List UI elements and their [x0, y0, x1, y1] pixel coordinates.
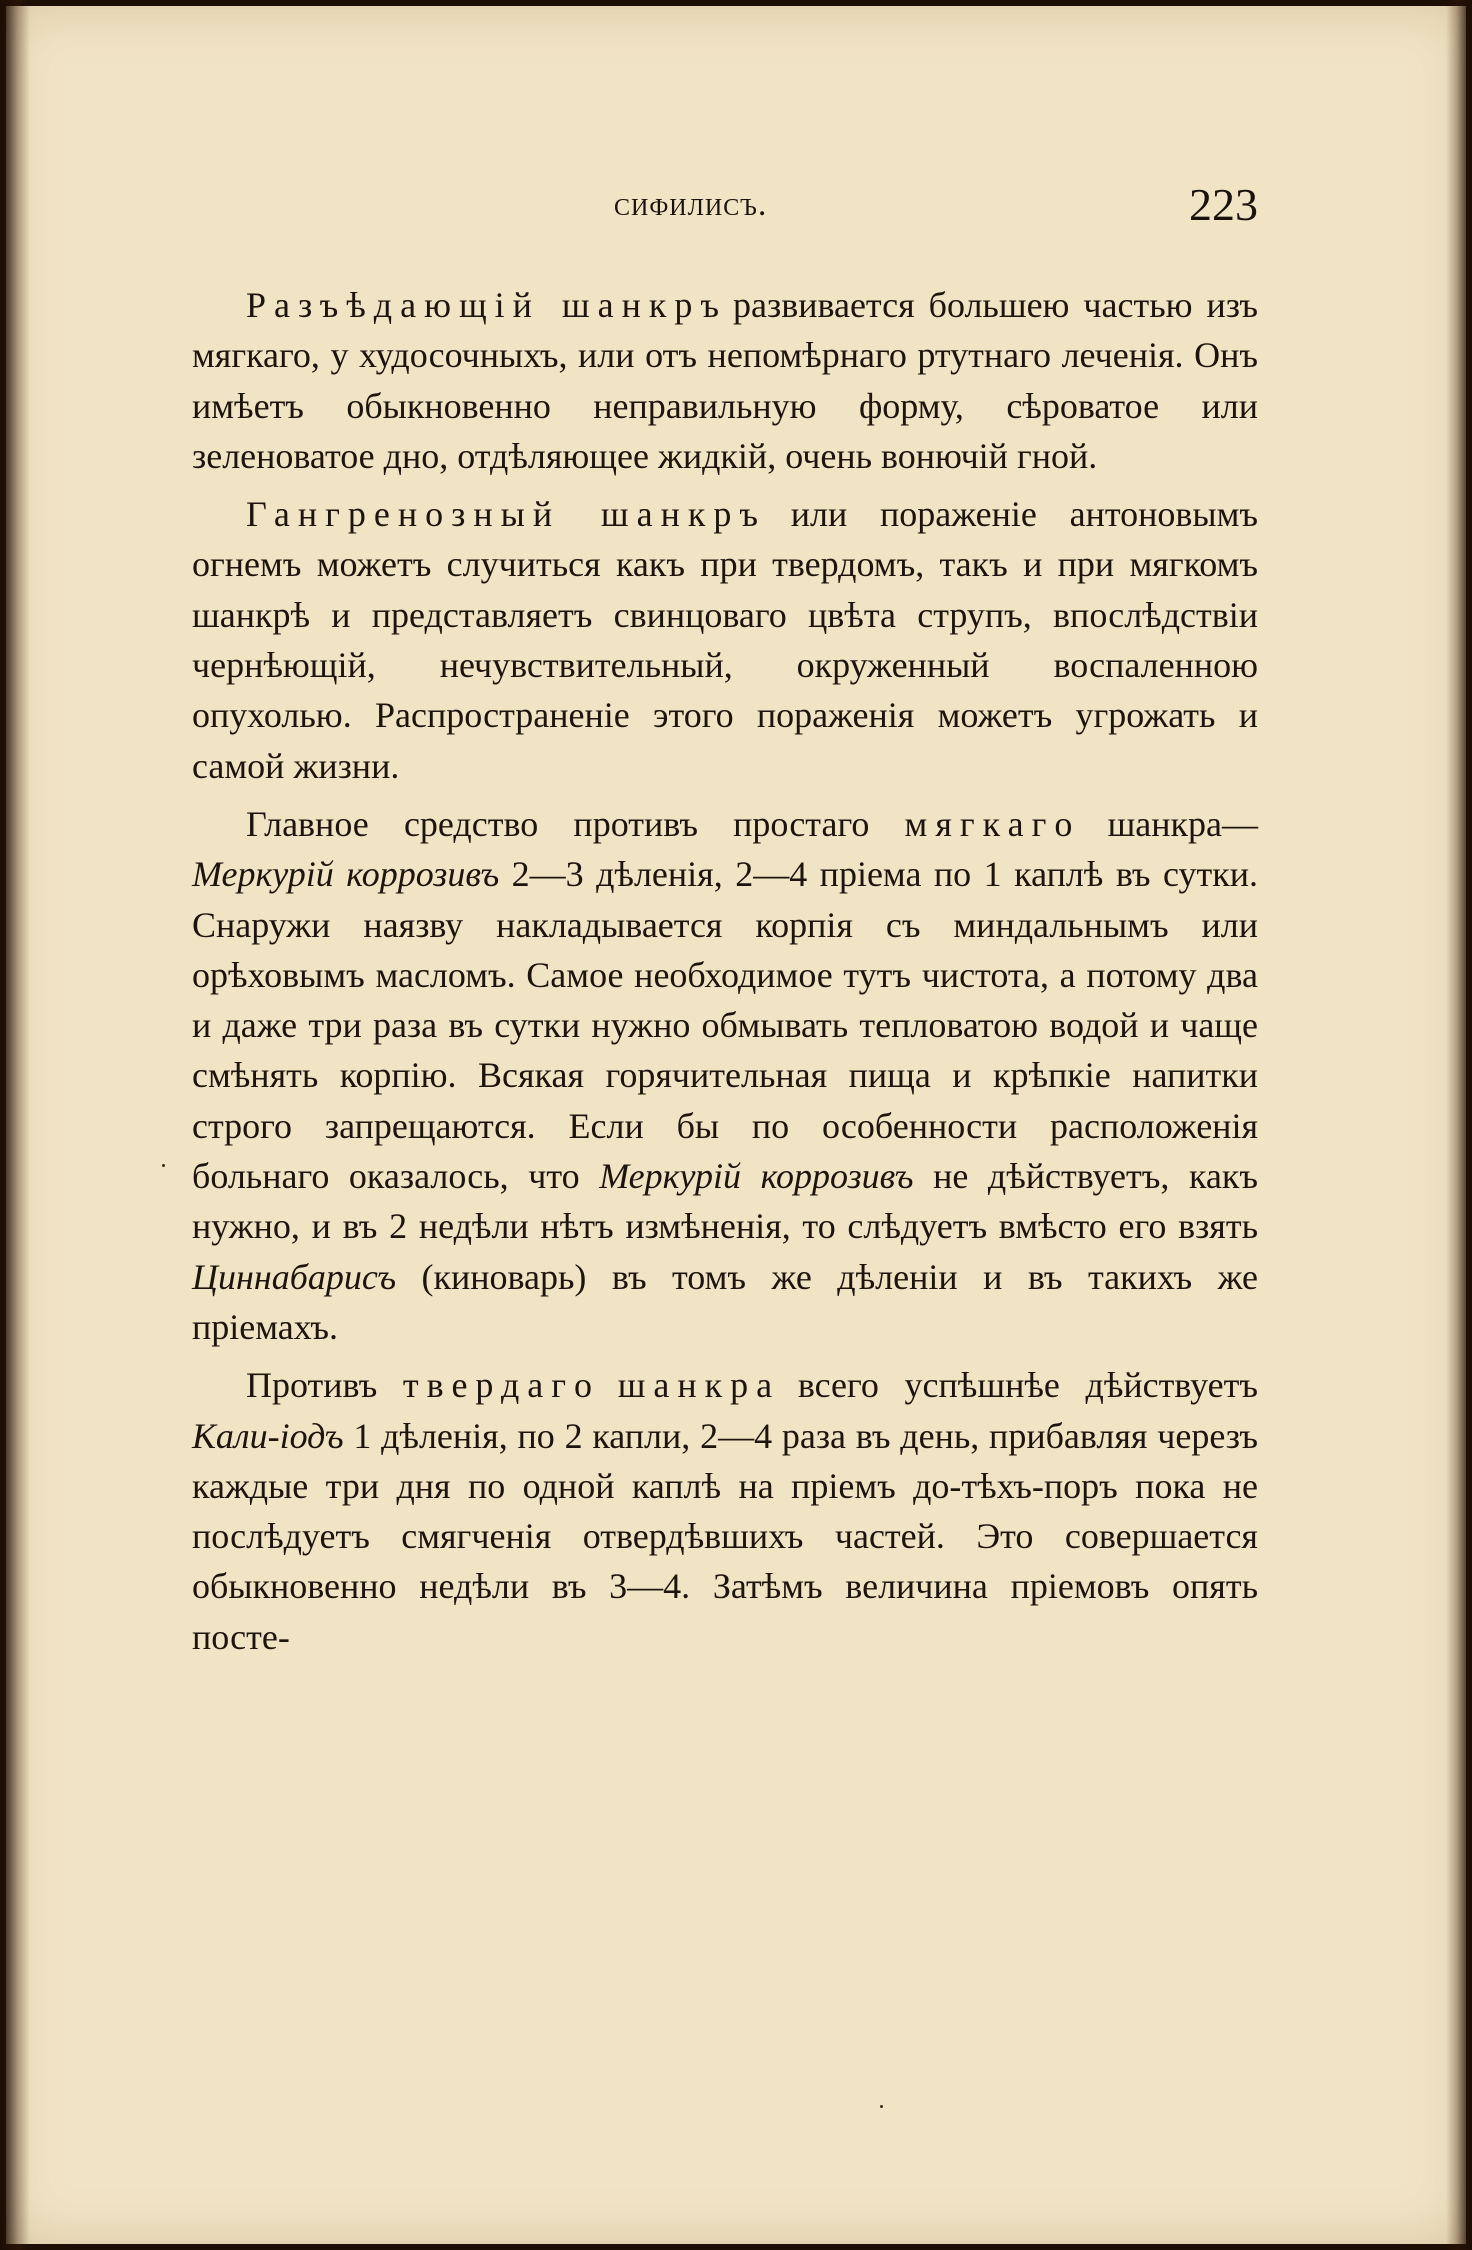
running-title: сифилисъ.	[614, 186, 768, 223]
spaced-term-tail: о	[574, 1365, 593, 1406]
paragraph-text: развивается большею частью изъ мягкаго, у худосочныхъ, или отъ непомѣрнаго ртутнаго леченія. Онъ имѣетъ обыкновенно неправильную форму, сѣроватое или зеленоватое дно, отдѣляющее жидкій, очень вонючій гной.	[192, 285, 1258, 476]
paragraph-gangrenous-chancre	[192, 489, 1258, 791]
paragraph-text: 1 дѣленія, по 2 капли, 2—4 раза въ день, прибавляя черезъ каждые три дня по одной каплѣ на пріемъ до-тѣхъ-поръ пока не послѣдуетъ смягченія отвердѣвшихъ частей. Это совершается обыкновенно недѣли въ 3—4. Затѣмъ величина пріемовъ опять посте-	[192, 1415, 1258, 1657]
paragraph-text: 2—3 дѣленія, 2—4 пріема по 1 каплѣ въ сутки. Снаружи наязву накладывается корпія съ миндальнымъ или орѣховымъ масломъ. Самое необходимое тутъ чистота, а потому два и даже три раза въ сутки нужно обмывать тепловатою водой и чаще смѣнять корпію. Всякая горячительная пища и крѣпкіе напитки строго запрещаются. Если бы по особенности расположенія больнаго оказалось, что	[192, 854, 1258, 1197]
paragraph-text: всего успѣшнѣе дѣйствуетъ	[772, 1365, 1258, 1406]
paragraph-corroding-chancre	[192, 280, 1258, 481]
page-header	[0, 178, 1472, 238]
remedy-name: Меркурій коррозивъ	[599, 1156, 914, 1197]
body-text	[192, 280, 1258, 1670]
spaced-term-tail: о	[1054, 803, 1073, 844]
paragraph-text: Противъ	[246, 1365, 403, 1406]
paper-speck	[162, 1164, 165, 1167]
spaced-term: Разъѣдающій шанкр	[246, 285, 701, 325]
paragraph-text	[592, 1365, 618, 1405]
spaced-term-tail: а	[756, 1365, 773, 1406]
paragraph-text: или пораженіе антоновымъ огнемъ можетъ случиться какъ при твердомъ, такъ и при мягкомъ шанкрѣ и представляетъ свинцоваго цвѣта струпъ, впослѣдствіи чернѣющій, нечувствительный, окруженный воспаленною опухолью. Распространеніе этого пораженія можетъ угрожать и самой жизни.	[192, 494, 1258, 786]
spaced-term: твердаг	[402, 1365, 575, 1406]
spaced-term: шанкр	[617, 1365, 757, 1406]
remedy-name: Меркурій коррозивъ	[192, 854, 500, 895]
spaced-term-tail: ъ	[739, 494, 758, 535]
paragraph-text: шанкра—	[1072, 803, 1258, 844]
spaced-term-tail: ъ	[700, 285, 720, 325]
paragraph-text: Главное средство противъ простаго	[246, 803, 905, 844]
paragraph-soft-chancre-treatment	[192, 799, 1258, 1352]
page-number: 223	[1189, 179, 1258, 230]
spaced-term: Гангренозный шанкр	[246, 494, 740, 535]
remedy-name: Циннабарисъ	[192, 1256, 397, 1297]
paragraph-text: (киноварь) въ томъ же дѣленіи и въ такихъ же пріемахъ.	[192, 1256, 1258, 1347]
spaced-term: мягкаг	[904, 803, 1055, 844]
remedy-name: Кали-іодъ	[192, 1415, 344, 1456]
paper-speck	[880, 2105, 883, 2108]
paragraph-hard-chancre-treatment	[192, 1360, 1258, 1662]
paragraph-text: не дѣйствуетъ, какъ нужно, и въ 2 недѣли нѣтъ измѣненія, то слѣдуетъ вмѣсто его взять	[192, 1156, 1258, 1247]
